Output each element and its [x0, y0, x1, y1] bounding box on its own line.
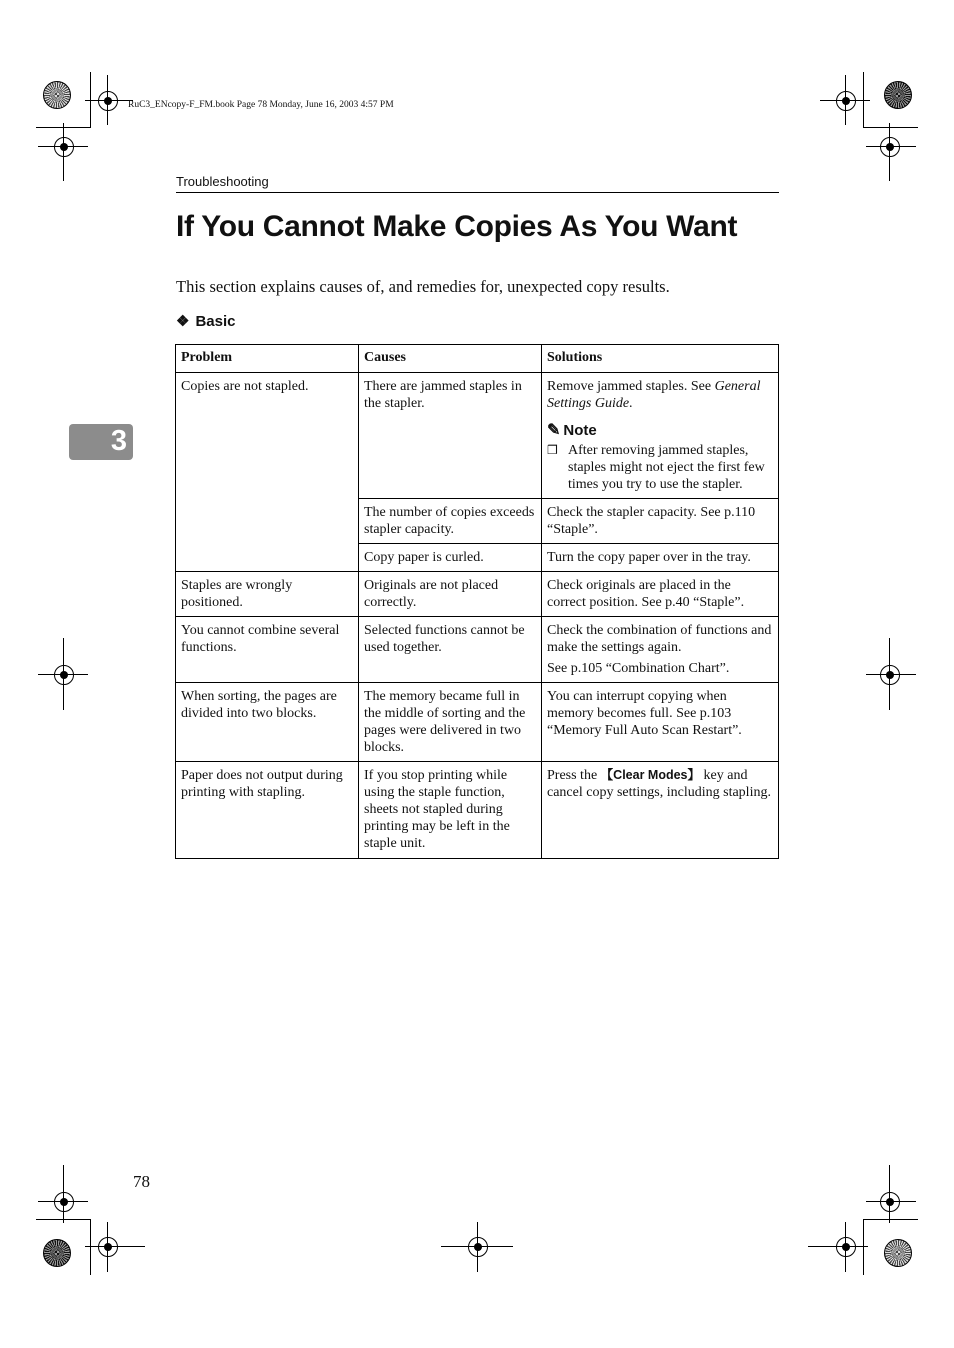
solution-reference: See p.105 “Combination Chart”. — [547, 661, 730, 676]
crop-line — [863, 127, 918, 128]
solution-cell — [542, 373, 779, 499]
note-text: After removing jammed staples, staples might not eject the first few times you try to use the stapler. — [568, 443, 765, 492]
problem-cell: Staples are wrongly positioned. — [176, 572, 359, 617]
crosshair-target-icon — [54, 137, 74, 157]
note-heading — [547, 422, 773, 439]
cause-cell: The memory became full in the middle of sorting and the pages were delivered in two blocks. — [359, 683, 542, 762]
checkbox-bullet-icon: ❒ — [547, 443, 558, 457]
problem-cell: Paper does not output during printing with stapling. — [176, 762, 359, 859]
solution-cell: You can interrupt copying when memory becomes full. See p.103 “Memory Full Auto Scan Restart”. — [542, 683, 779, 762]
header-divider — [176, 192, 779, 193]
registration-sunburst-icon — [43, 1239, 71, 1267]
problem-cell: When sorting, the pages are divided into two blocks. — [176, 683, 359, 762]
pencil-icon: ✎ — [547, 422, 561, 439]
crop-line — [845, 75, 846, 125]
column-header-problem: Problem — [176, 345, 359, 373]
solution-text — [547, 378, 773, 412]
solution-cell — [542, 762, 779, 859]
chapter-number: 3 — [110, 425, 127, 457]
table-header-row — [176, 345, 779, 373]
crop-line — [90, 1219, 91, 1275]
problem-cell: Copies are not stapled. — [176, 373, 359, 572]
crop-line — [477, 1222, 478, 1272]
cause-cell: There are jammed staples in the stapler. — [359, 373, 542, 499]
subheading-basic — [176, 312, 235, 330]
crosshair-target-icon — [54, 665, 74, 685]
solution-text-part: key and cancel copy settings, including stapling. — [547, 768, 771, 800]
crosshair-target-icon — [880, 1192, 900, 1212]
crop-line — [63, 638, 64, 710]
solution-text-part: . — [629, 396, 633, 411]
clear-modes-key-label: 【Clear Modes】 — [600, 768, 701, 782]
cause-cell: Copy paper is curled. — [359, 544, 542, 572]
crop-line — [866, 1201, 916, 1202]
cause-cell: The number of copies exceeds stapler capacity. — [359, 499, 542, 544]
cause-cell: Selected functions cannot be used together. — [359, 617, 542, 683]
crop-line — [63, 1165, 64, 1223]
crop-line — [866, 674, 916, 675]
solution-cell: Check the stapler capacity. See p.110 “Staple”. — [542, 499, 779, 544]
solution-text-part: Remove jammed staples. See — [547, 379, 715, 394]
print-metadata: RuC3_ENcopy-F_FM.book Page 78 Monday, June 16, 2003 4:57 PM — [128, 100, 394, 110]
crop-line — [107, 1222, 108, 1272]
column-header-solutions: Solutions — [542, 345, 779, 373]
diamond-bullet-icon: ❖ — [176, 313, 190, 330]
registration-sunburst-icon — [884, 81, 912, 109]
crosshair-target-icon — [98, 91, 118, 111]
page-title: If You Cannot Make Copies As You Want — [176, 210, 738, 243]
chapter-tab — [69, 424, 133, 460]
solution-cell: Turn the copy paper over in the tray. — [542, 544, 779, 572]
table-row — [176, 762, 779, 859]
table-row — [176, 617, 779, 683]
cause-cell: If you stop printing while using the staple function, sheets not stapled during printing may be left in the staple unit. — [359, 762, 542, 859]
intro-paragraph: This section explains causes of, and remedies for, unexpected copy results. — [176, 277, 670, 296]
crop-line — [85, 1246, 145, 1247]
problem-cell: You cannot combine several functions. — [176, 617, 359, 683]
crop-line — [845, 1222, 846, 1272]
registration-sunburst-icon — [884, 1239, 912, 1267]
crop-line — [889, 1165, 890, 1223]
crop-line — [863, 1219, 864, 1275]
crop-line — [808, 1246, 868, 1247]
table-row — [176, 572, 779, 617]
running-header: Troubleshooting — [176, 174, 269, 189]
crop-line — [36, 1219, 91, 1220]
crop-line — [107, 75, 108, 125]
solution-text-part: Press the — [547, 768, 601, 783]
crosshair-target-icon — [468, 1237, 488, 1257]
crop-line — [889, 638, 890, 710]
crosshair-target-icon — [880, 665, 900, 685]
column-header-causes: Causes — [359, 345, 542, 373]
crosshair-target-icon — [54, 1192, 74, 1212]
troubleshooting-table — [175, 344, 779, 859]
crop-line — [63, 123, 64, 181]
crosshair-target-icon — [836, 1237, 856, 1257]
table-row — [176, 683, 779, 762]
crop-line — [866, 146, 916, 147]
solution-cell — [542, 617, 779, 683]
solution-text: Check the combination of functions and make the settings again. — [547, 623, 772, 655]
crosshair-target-icon — [836, 91, 856, 111]
crop-line — [889, 123, 890, 181]
crosshair-target-icon — [880, 137, 900, 157]
crosshair-target-icon — [98, 1237, 118, 1257]
registration-sunburst-icon — [43, 81, 71, 109]
note-label: Note — [563, 422, 597, 439]
solution-cell: Check originals are placed in the correct position. See p.40 “Staple”. — [542, 572, 779, 617]
page-number: 78 — [133, 1172, 150, 1191]
note-item — [547, 442, 773, 493]
crop-line — [863, 1219, 918, 1220]
crop-line — [85, 100, 133, 101]
table-row — [176, 373, 779, 499]
cause-cell: Originals are not placed correctly. — [359, 572, 542, 617]
manual-reference: General Settings Guide — [547, 379, 761, 411]
subheading-label: Basic — [195, 313, 236, 330]
